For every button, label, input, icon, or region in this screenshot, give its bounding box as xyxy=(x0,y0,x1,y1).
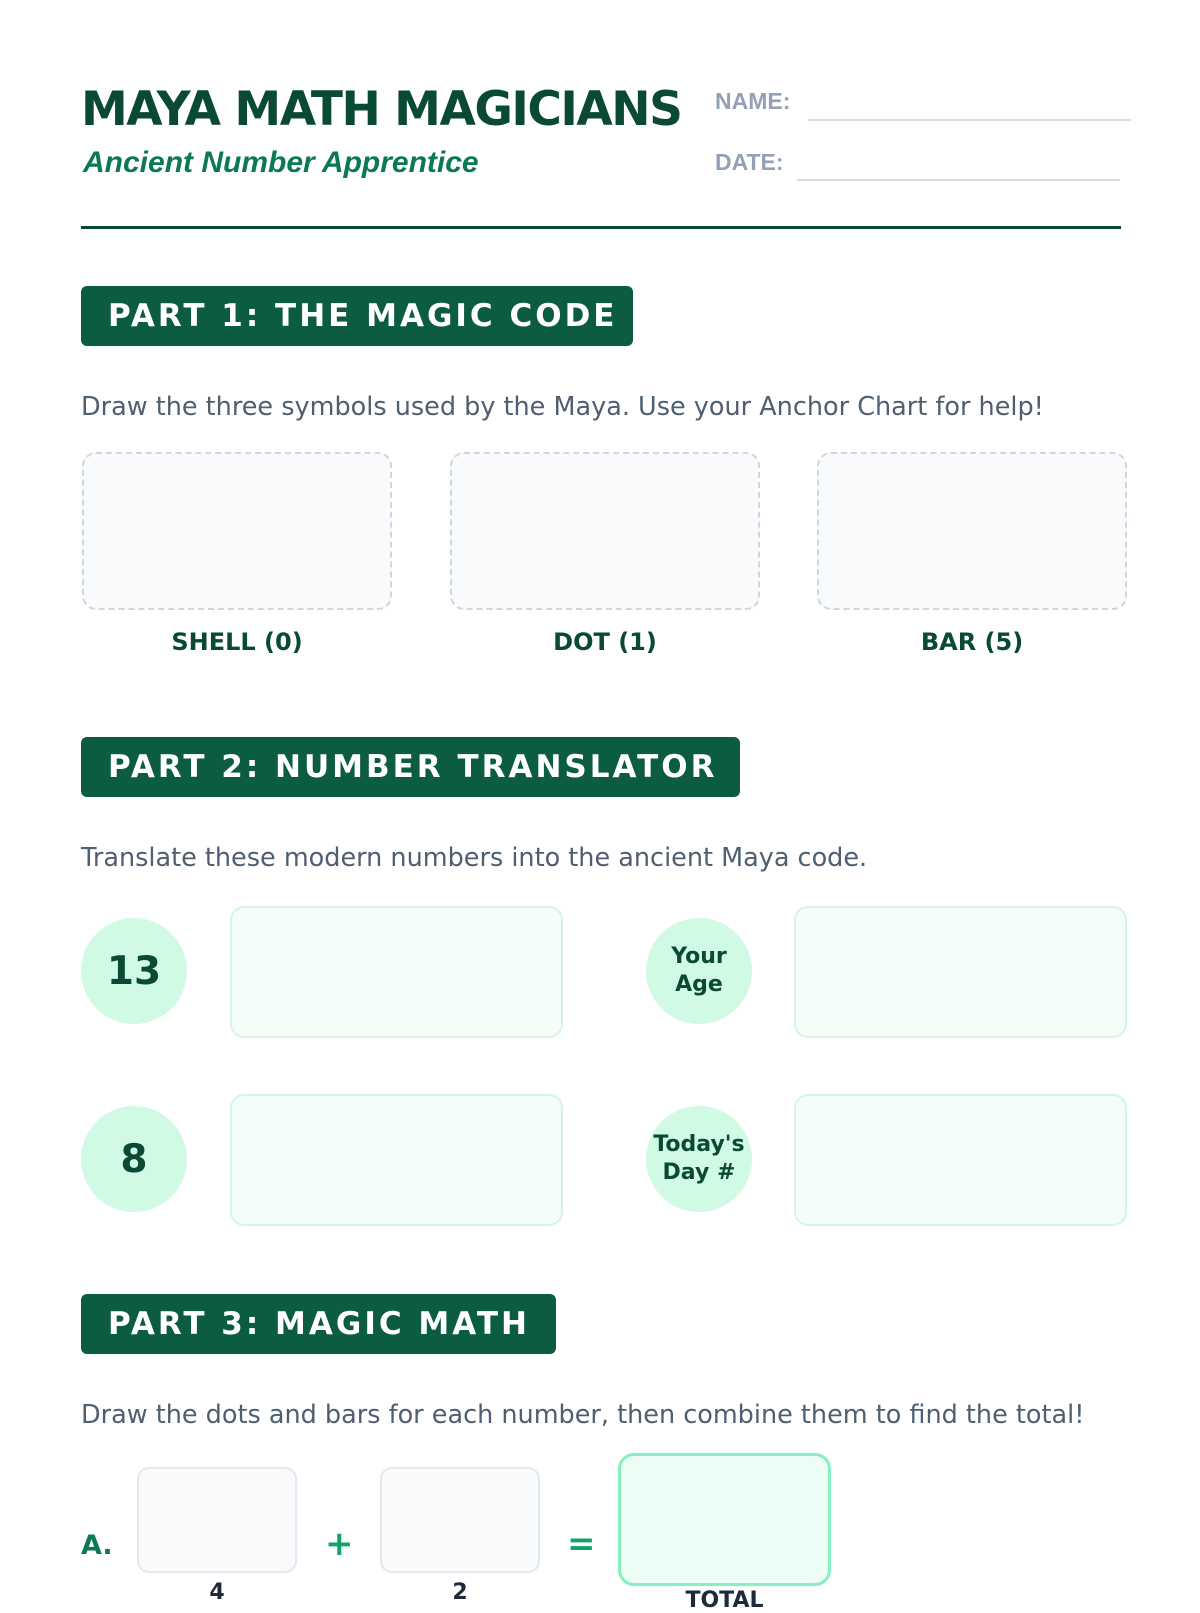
addend-drawing-box[interactable] xyxy=(380,1467,540,1573)
name-field-line[interactable] xyxy=(808,119,1131,121)
dot-label: DOT (1) xyxy=(553,628,657,656)
addend-label: 4 xyxy=(209,1580,225,1605)
number-prompt-text: 13 xyxy=(106,948,162,994)
part1-instructions: Draw the three symbols used by the Maya. Use your Anchor Chart for help! xyxy=(81,392,1044,422)
translation-answer-box[interactable] xyxy=(794,1094,1127,1226)
equals-sign: = xyxy=(567,1524,596,1564)
number-prompt-text: Age xyxy=(675,972,723,997)
name-label: NAME: xyxy=(715,88,791,114)
part3-instructions: Draw the dots and bars for each number, then combine them to find the total! xyxy=(81,1400,1085,1430)
number-prompt-13 xyxy=(81,918,187,1024)
number-prompt-text: Day # xyxy=(662,1160,736,1185)
translation-answer-box[interactable] xyxy=(230,906,563,1038)
number-prompt-text: Your xyxy=(671,944,727,969)
translation-answer-box[interactable] xyxy=(230,1094,563,1226)
bar-label: BAR (5) xyxy=(920,628,1024,656)
problem-letter: A. xyxy=(81,1530,113,1561)
shell-drawing-box[interactable] xyxy=(82,452,392,610)
number-prompt-your-age xyxy=(646,918,752,1024)
number-prompt-todays-day xyxy=(646,1106,752,1212)
worksheet-title: MAYA MATH MAGICIANS xyxy=(81,82,682,137)
header-divider xyxy=(81,226,1121,229)
translation-answer-box[interactable] xyxy=(794,906,1127,1038)
dot-drawing-box[interactable] xyxy=(450,452,760,610)
total-label: TOTAL xyxy=(685,1588,764,1613)
addend-drawing-box[interactable] xyxy=(137,1467,297,1573)
bar-drawing-box[interactable] xyxy=(817,452,1127,610)
worksheet-subtitle: Ancient Number Apprentice xyxy=(83,146,479,179)
number-prompt-8 xyxy=(81,1106,187,1212)
total-drawing-box[interactable] xyxy=(618,1453,831,1586)
part2-instructions: Translate these modern numbers into the ancient Maya code. xyxy=(81,843,868,873)
date-label: DATE: xyxy=(715,149,784,175)
shell-label: SHELL (0) xyxy=(171,628,303,656)
addend-label: 2 xyxy=(452,1580,468,1605)
number-prompt-text: 8 xyxy=(120,1136,148,1182)
part2-heading: PART 2: NUMBER TRANSLATOR xyxy=(81,737,740,797)
plus-sign: + xyxy=(325,1524,354,1564)
date-field-line[interactable] xyxy=(797,179,1120,181)
part3-heading: PART 3: MAGIC MATH xyxy=(81,1294,556,1354)
part1-heading: PART 1: THE MAGIC CODE xyxy=(81,286,633,346)
number-prompt-text: Today's xyxy=(653,1132,745,1157)
